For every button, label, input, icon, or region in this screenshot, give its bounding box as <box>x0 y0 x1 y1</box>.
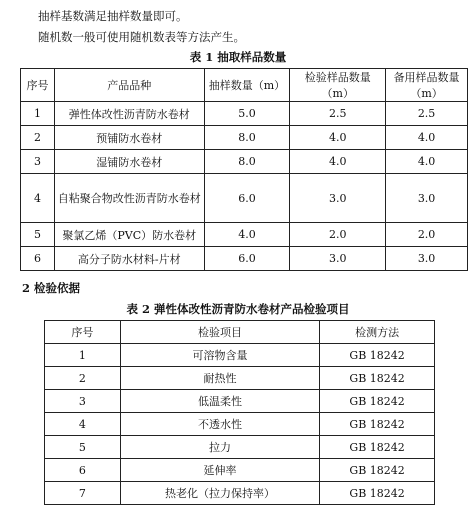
table-cell: 耐热性 <box>120 367 319 390</box>
table-cell: 自粘聚合物改性沥青防水卷材 <box>54 174 204 223</box>
table-cell: 3 <box>21 150 55 174</box>
table-cell: 湿铺防水卷材 <box>54 150 204 174</box>
table-cell: 4.0 <box>386 150 468 174</box>
table2-header-row <box>45 321 435 344</box>
table-cell: 4.0 <box>204 223 290 247</box>
table-row <box>45 459 435 482</box>
table1-header-row <box>21 69 468 102</box>
table-row <box>45 390 435 413</box>
table-cell: 8.0 <box>204 126 290 150</box>
table-cell: 4 <box>21 174 55 223</box>
table-cell: 可溶物含量 <box>120 344 319 367</box>
table-row <box>45 344 435 367</box>
intro-line-2: 随机数一般可使用随机数表等方法产生。 <box>38 30 245 44</box>
table-row <box>45 413 435 436</box>
table-cell: 延伸率 <box>120 459 319 482</box>
table-cell: 不透水性 <box>120 413 319 436</box>
table-cell: 热老化（拉力保持率） <box>120 482 319 505</box>
table-cell: 1 <box>21 102 55 126</box>
table-row <box>45 436 435 459</box>
table2-header: 序号 <box>45 321 121 344</box>
table1-header: 产品品种 <box>54 69 204 102</box>
table-row <box>21 150 468 174</box>
section-heading: 2 检验依据 <box>22 281 81 295</box>
table-cell: 6 <box>21 247 55 271</box>
table-cell: GB 18242 <box>320 413 435 436</box>
table1-header: 备用样品数量（m） <box>386 69 468 102</box>
table-cell: 4.0 <box>290 126 386 150</box>
table-cell: 1 <box>45 344 121 367</box>
table-cell: 2.5 <box>386 102 468 126</box>
table-cell: 高分子防水材料-片材 <box>54 247 204 271</box>
table-cell: 3.0 <box>386 247 468 271</box>
table-cell: 2 <box>21 126 55 150</box>
table-cell: 7 <box>45 482 121 505</box>
table-cell: 3.0 <box>290 174 386 223</box>
table-cell: GB 18242 <box>320 344 435 367</box>
table-cell: 5 <box>45 436 121 459</box>
table-row <box>21 102 468 126</box>
table-row <box>21 174 468 223</box>
table1-header: 检验样品数量（m） <box>290 69 386 102</box>
sample-quantity-table <box>20 68 468 271</box>
table1-caption: 表 1 抽取样品数量 <box>189 50 287 64</box>
table-cell: 5 <box>21 223 55 247</box>
table-row <box>21 247 468 271</box>
table-cell: 2 <box>45 367 121 390</box>
table-cell: 4.0 <box>386 126 468 150</box>
table-row <box>21 223 468 247</box>
table1-header: 抽样数量（m） <box>204 69 290 102</box>
table-cell: 预铺防水卷材 <box>54 126 204 150</box>
table-cell: 拉力 <box>120 436 319 459</box>
table-cell: GB 18242 <box>320 436 435 459</box>
table-cell: 6.0 <box>204 247 290 271</box>
table-cell: 6.0 <box>204 174 290 223</box>
table-cell: GB 18242 <box>320 367 435 390</box>
table2-header: 检验项目 <box>120 321 319 344</box>
table-cell: 3.0 <box>386 174 468 223</box>
table-cell: 4 <box>45 413 121 436</box>
table-cell: 2.0 <box>290 223 386 247</box>
table-cell: GB 18242 <box>320 390 435 413</box>
intro-line-1: 抽样基数满足抽样数量即可。 <box>38 9 188 23</box>
table-cell: 4.0 <box>290 150 386 174</box>
table-cell: 弹性体改性沥青防水卷材 <box>54 102 204 126</box>
table-row <box>45 482 435 505</box>
table-cell: 6 <box>45 459 121 482</box>
table2-caption: 表 2 弹性体改性沥青防水卷材产品检验项目 <box>126 302 350 316</box>
table-cell: 低温柔性 <box>120 390 319 413</box>
table-cell: 2.5 <box>290 102 386 126</box>
table2-header: 检测方法 <box>320 321 435 344</box>
table-cell: 3 <box>45 390 121 413</box>
table-cell: GB 18242 <box>320 459 435 482</box>
table-cell: 2.0 <box>386 223 468 247</box>
inspection-items-table <box>44 320 435 505</box>
table-cell: 3.0 <box>290 247 386 271</box>
table-row <box>45 367 435 390</box>
table-cell: 聚氯乙烯（PVC）防水卷材 <box>54 223 204 247</box>
table1-header: 序号 <box>21 69 55 102</box>
table-cell: 8.0 <box>204 150 290 174</box>
table-cell: GB 18242 <box>320 482 435 505</box>
table-cell: 5.0 <box>204 102 290 126</box>
table-row <box>21 126 468 150</box>
